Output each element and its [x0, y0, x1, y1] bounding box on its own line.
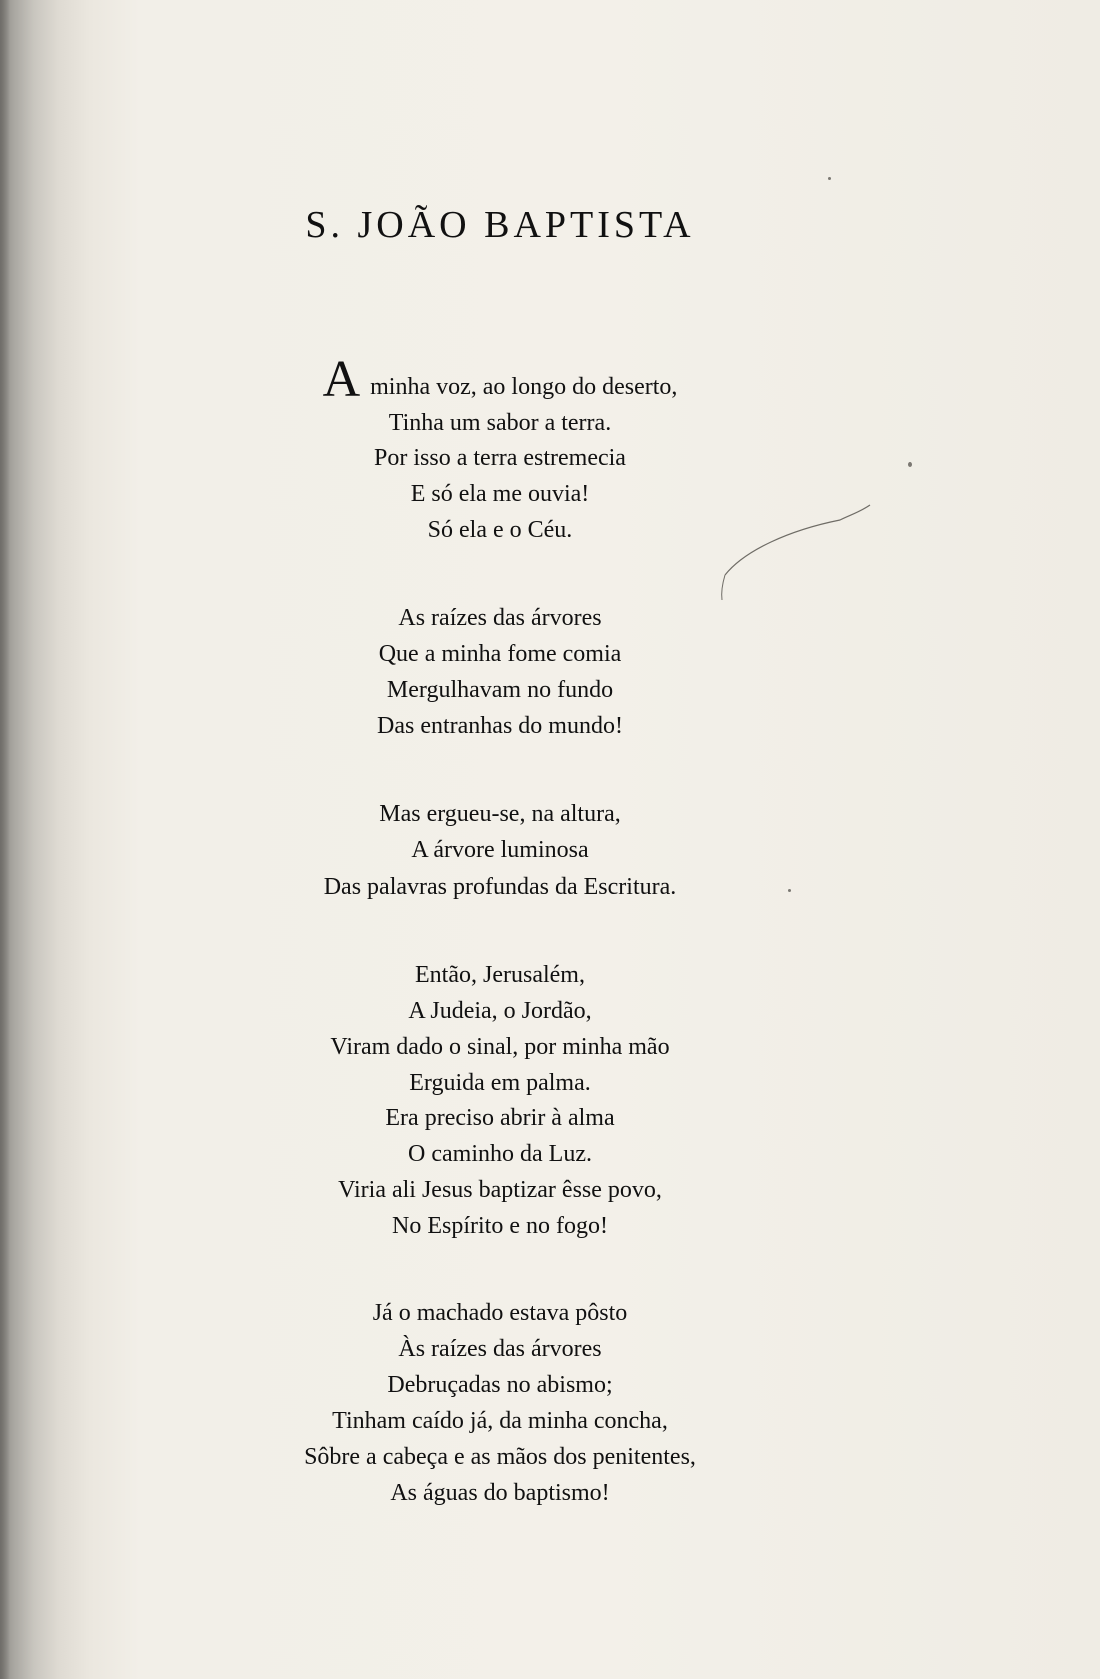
poem-line: As águas do baptismo!: [390, 1480, 610, 1506]
poem-line: A árvore luminosa: [411, 837, 589, 863]
poem-line: Erguida em palma.: [409, 1070, 591, 1096]
poem-line: Viram dado o sinal, por minha mão: [330, 1034, 670, 1060]
poem-line: Das entranhas do mundo!: [377, 713, 623, 739]
poem-line: Sôbre a cabeça e as mãos dos penitentes,: [304, 1444, 696, 1470]
poem-line: Mas ergueu-se, na altura,: [379, 801, 621, 827]
poem-line: A Judeia, o Jordão,: [408, 998, 592, 1024]
paper-speck: [828, 177, 831, 180]
poem-line: Só ela e o Céu.: [427, 517, 573, 543]
poem-line: E só ela me ouvia!: [410, 481, 590, 507]
poem-line: Por isso a terra estremecia: [374, 445, 626, 471]
poem-line: Tinha um sabor a terra.: [388, 410, 612, 436]
poem-line: As raízes das árvores: [398, 605, 602, 631]
poem-line: O caminho da Luz.: [408, 1141, 592, 1167]
pencil-mark-tail: [722, 575, 725, 600]
poem-line: No Espírito e no fogo!: [392, 1213, 608, 1239]
poem-line-first: [0, 351, 1000, 408]
drop-cap: A: [322, 351, 361, 408]
poem-line-text: minha voz, ao longo do deserto,: [370, 374, 678, 400]
poem-line: Já o machado estava pôsto: [372, 1300, 628, 1326]
poem-line: Das palavras profundas da Escritura.: [323, 874, 677, 900]
poem-line: Então, Jerusalém,: [415, 962, 585, 988]
poem-line: Que a minha fome comia: [378, 641, 622, 667]
poem-line: Tinham caído já, da minha concha,: [332, 1408, 668, 1434]
poem-line: Era preciso abrir à alma: [385, 1105, 615, 1131]
poem-title: S. JOÃO BAPTISTA: [305, 204, 695, 246]
paper-speck: [788, 889, 791, 892]
poem-line: Mergulhavam no fundo: [386, 677, 614, 703]
paper-speck: [908, 462, 912, 467]
poem-line: Debruçadas no abismo;: [387, 1372, 613, 1398]
poem-line: Viria ali Jesus baptizar êsse povo,: [338, 1177, 662, 1203]
poem-line: Às raízes das árvores: [398, 1336, 602, 1362]
